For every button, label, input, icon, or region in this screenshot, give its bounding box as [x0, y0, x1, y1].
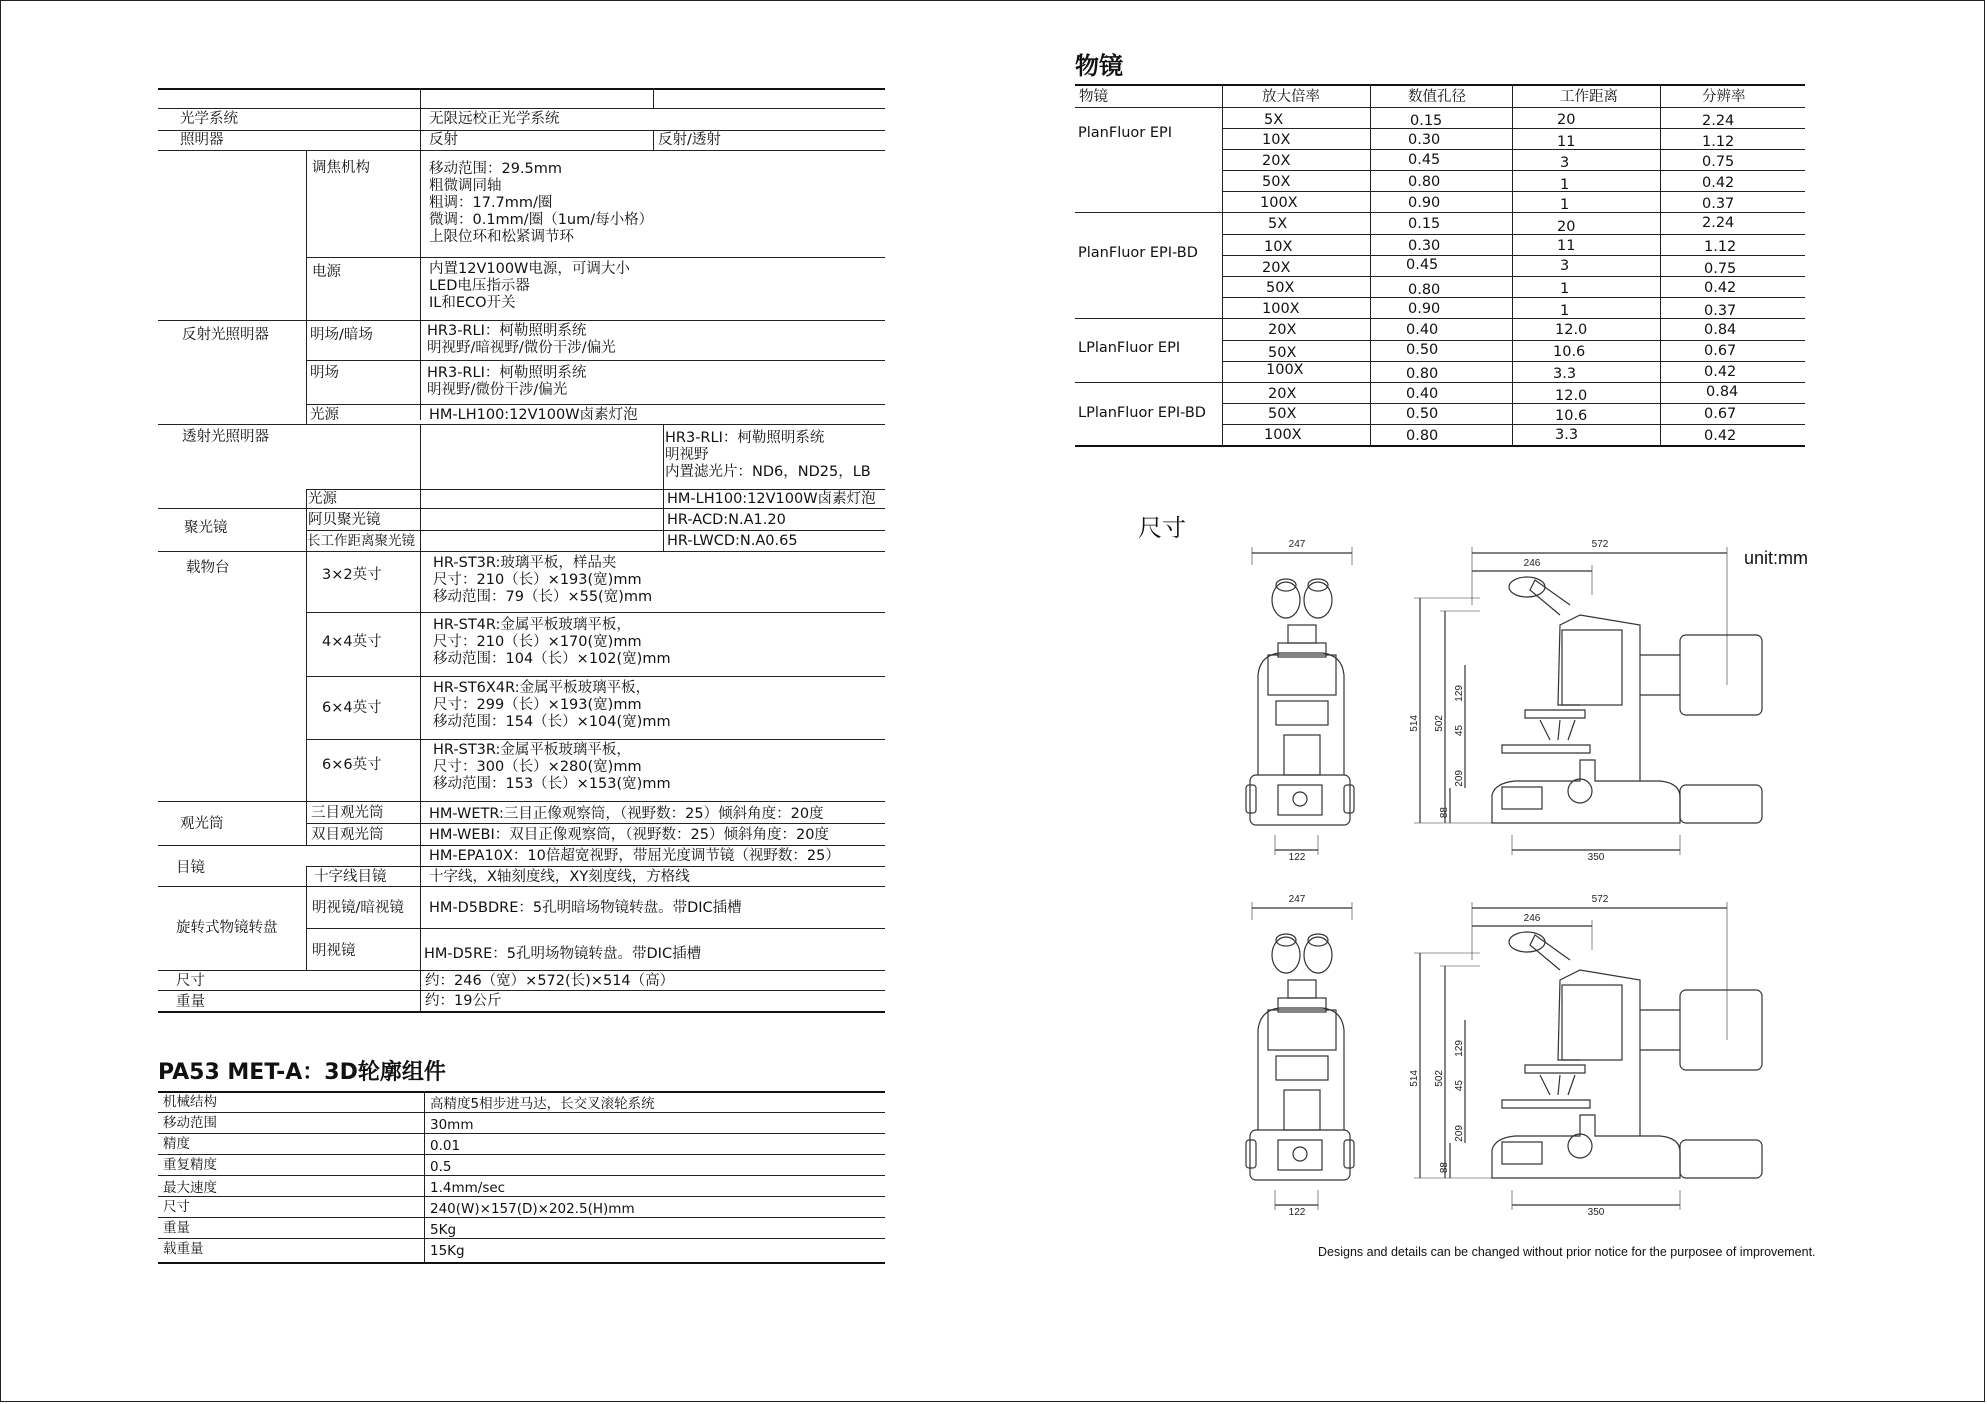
dim-502: 502 — [1434, 1070, 1445, 1087]
cell-na: 0.80 — [1406, 428, 1439, 444]
cell-na: 0.45 — [1408, 152, 1441, 168]
cell-wd: 10.6 — [1555, 408, 1588, 424]
cell-na: 0.90 — [1408, 195, 1441, 211]
cell-magnification: 100X — [1264, 427, 1302, 443]
disclaimer-note: Designs and details can be changed without prior notice for the purposee of improvement. — [1318, 1245, 1816, 1259]
pa53-value: 0.5 — [430, 1159, 452, 1175]
label-tube-binocular: 双目观光筒 — [311, 827, 384, 843]
label-tube: 观光筒 — [180, 816, 224, 832]
cell-na: 0.40 — [1406, 322, 1439, 338]
value-tube-trinocular: HM-WETR:三目正像观察筒，（视野数：25）倾斜角度：20度 — [429, 806, 824, 822]
pa53-value: 240(W)×157(D)×202.5(H)mm — [430, 1201, 635, 1217]
value-nosepiece-bf: HM-D5RE：5孔明场物镜转盘。带DIC插槽 — [424, 946, 702, 962]
cell-magnification: 100X — [1266, 362, 1304, 378]
objectives-header-magnification: 放大倍率 — [1262, 89, 1320, 105]
objectives-header-objective: 物镜 — [1079, 89, 1108, 105]
cell-wd: 10.6 — [1553, 344, 1586, 360]
pa53-key: 重量 — [163, 1220, 190, 1236]
dim-209: 209 — [1454, 1125, 1465, 1142]
pa53-key: 尺寸 — [163, 1199, 190, 1215]
label-eyepiece: 目镜 — [176, 860, 205, 876]
cell-magnification: 50X — [1266, 280, 1295, 296]
pa53-value: 高精度5相步进马达，长交叉滚轮系统 — [430, 1096, 655, 1112]
dim-247: 247 — [1288, 539, 1306, 550]
cell-magnification: 5X — [1268, 216, 1288, 232]
cell-wd: 12.0 — [1555, 322, 1588, 338]
value-illuminator-1: 反射 — [429, 132, 458, 148]
label-refl-bf: 明场 — [310, 365, 339, 381]
label-stage-6x6: 6×6英寸 — [322, 757, 382, 773]
cell-wd: 1 — [1560, 281, 1570, 297]
label-tube-trinocular: 三目观光筒 — [311, 805, 384, 821]
cell-resolution: 0.67 — [1704, 406, 1737, 422]
label-focus: 调焦机构 — [312, 160, 370, 176]
objective-group-name: LPlanFluor EPI-BD — [1078, 405, 1206, 421]
value-trans-illuminator: HR3-RLI：柯勒照明系统 明视野 内置滤光片：ND6，ND25，LB — [665, 430, 871, 480]
dim-350: 350 — [1587, 852, 1605, 863]
cell-magnification: 20X — [1268, 322, 1297, 338]
dim-209: 209 — [1454, 770, 1465, 787]
objectives-header-resolution: 分辨率 — [1702, 89, 1746, 105]
pa53-key: 重复精度 — [163, 1157, 217, 1173]
objectives-title: 物镜 — [1075, 52, 1123, 80]
pa53-key: 精度 — [163, 1136, 190, 1152]
dim-129: 129 — [1454, 1040, 1465, 1057]
cell-magnification: 20X — [1262, 153, 1291, 169]
microscope-front-side-view — [1240, 535, 1820, 865]
label-stage-4x4: 4×4英寸 — [322, 634, 382, 650]
pa53-value: 30mm — [430, 1117, 474, 1133]
pa53-key: 最大速度 — [163, 1180, 217, 1196]
label-refl-bfdf: 明场/暗场 — [310, 327, 373, 343]
cell-resolution: 0.42 — [1704, 280, 1737, 296]
label-refl-source: 光源 — [310, 407, 339, 423]
label-illuminator: 照明器 — [180, 132, 224, 148]
pa53-value: 1.4mm/sec — [430, 1180, 506, 1196]
objective-group-name: LPlanFluor EPI — [1078, 340, 1181, 356]
dim-88: 88 — [1439, 807, 1450, 819]
cell-resolution: 0.67 — [1704, 343, 1737, 359]
label-trans-illuminator: 透射光照明器 — [182, 429, 269, 445]
cell-na: 0.40 — [1406, 386, 1439, 402]
cell-na: 0.80 — [1406, 366, 1439, 382]
cell-na: 0.80 — [1408, 174, 1441, 190]
cell-na: 0.50 — [1406, 406, 1439, 422]
cell-wd: 11 — [1557, 134, 1576, 150]
label-refl-illuminator: 反射光照明器 — [182, 327, 269, 343]
label-size: 尺寸 — [176, 973, 205, 989]
objective-group-name: PlanFluor EPI-BD — [1078, 245, 1198, 261]
cell-resolution: 1.12 — [1702, 134, 1735, 150]
cell-resolution: 0.84 — [1704, 322, 1737, 338]
label-abbe-condenser: 阿贝聚光镜 — [308, 512, 381, 528]
cell-resolution: 0.42 — [1702, 175, 1735, 191]
dim-45: 45 — [1454, 1080, 1465, 1092]
cell-resolution: 1.12 — [1704, 239, 1737, 255]
pa53-value: 0.01 — [430, 1138, 461, 1154]
value-power: 内置12V100W电源，可调大小 LED电压指示器 IL和ECO开关 — [429, 261, 630, 311]
value-size: 约：246（宽）×572(长)×514（高） — [425, 973, 675, 989]
cell-wd: 3 — [1560, 258, 1570, 274]
pa53-key: 移动范围 — [163, 1115, 217, 1131]
cell-wd: 1 — [1560, 197, 1570, 213]
cell-resolution: 0.37 — [1702, 196, 1735, 212]
label-nosepiece: 旋转式物镜转盘 — [176, 920, 278, 936]
cell-magnification: 10X — [1262, 132, 1291, 148]
dim-246: 246 — [1523, 913, 1541, 924]
cell-wd: 3 — [1560, 155, 1570, 171]
cell-magnification: 20X — [1262, 260, 1291, 276]
value-refl-bf: HR3-RLI：柯勒照明系统 明视野/微份干涉/偏光 — [427, 365, 587, 398]
value-focus: 移动范围：29.5mm 粗微调同轴 粗调：17.7mm/圈 微调：0.1mm/圈（1um/每小格） 上限位环和松紧调节环 — [429, 161, 654, 245]
cell-na: 0.80 — [1408, 282, 1441, 298]
label-trans-source: 光源 — [308, 491, 337, 507]
dim-122: 122 — [1288, 852, 1306, 863]
cell-na: 0.90 — [1408, 301, 1441, 317]
label-lwd-condenser: 长工作距离聚光镜 — [307, 533, 415, 549]
cell-resolution: 0.37 — [1704, 303, 1737, 319]
label-nosepiece-bf: 明视镜 — [312, 943, 356, 959]
pa53-value: 5Kg — [430, 1222, 457, 1238]
value-crosshair-eyepiece: 十字线，X轴刻度线，XY刻度线，方格线 — [429, 869, 690, 885]
cell-na: 0.30 — [1408, 238, 1441, 254]
cell-na: 0.50 — [1406, 342, 1439, 358]
cell-resolution: 0.84 — [1706, 384, 1739, 400]
cell-resolution: 0.42 — [1704, 364, 1737, 380]
cell-magnification: 50X — [1262, 174, 1291, 190]
dim-45: 45 — [1454, 725, 1465, 737]
value-eyepiece: HM-EPA10X：10倍超宽视野，带屈光度调节镜（视野数：25） — [429, 848, 840, 864]
dim-246: 246 — [1523, 558, 1541, 569]
unit-label: unit:mm — [1744, 548, 1809, 568]
dim-502: 502 — [1434, 715, 1445, 732]
label-stage-3x2: 3×2英寸 — [322, 567, 382, 583]
cell-wd: 12.0 — [1555, 388, 1588, 404]
cell-magnification: 50X — [1268, 345, 1297, 361]
cell-magnification: 100X — [1262, 301, 1300, 317]
pa53-title: PA53 MET-A：3D轮廓组件 — [158, 1060, 446, 1085]
dim-572: 572 — [1591, 894, 1609, 905]
value-trans-source: HM-LH100:12V100W卤素灯泡 — [667, 491, 876, 507]
value-stage-4x4: HR-ST4R:金属平板玻璃平板， 尺寸：210（长）×170(宽)mm 移动范围：104（长）×102(宽)mm — [433, 617, 671, 667]
dim-129: 129 — [1454, 685, 1465, 702]
value-tube-binocular: HM-WEBI：双目正像观察筒，（视野数：25）倾斜角度：20度 — [429, 827, 829, 843]
pa53-value: 15Kg — [430, 1243, 465, 1259]
cell-wd: 1 — [1560, 177, 1570, 193]
cell-resolution: 0.42 — [1704, 428, 1737, 444]
value-lwd-condenser: HR-LWCD:N.A0.65 — [667, 533, 798, 549]
cell-na: 0.15 — [1408, 216, 1441, 232]
dim-247: 247 — [1288, 894, 1306, 905]
microscope-front-side-view — [1240, 890, 1820, 1220]
cell-magnification: 50X — [1268, 406, 1297, 422]
pa53-key: 机械结构 — [163, 1094, 217, 1110]
value-refl-source: HM-LH100:12V100W卤素灯泡 — [429, 407, 638, 423]
value-stage-6x6: HR-ST3R:金属平板玻璃平板， 尺寸：300（长）×280(宽)mm 移动范围：153（长）×153(宽)mm — [433, 742, 671, 792]
label-stage-6x4: 6×4英寸 — [322, 700, 382, 716]
objectives-header-na: 数值孔径 — [1408, 89, 1466, 105]
cell-magnification: 5X — [1264, 112, 1284, 128]
pa53-key: 载重量 — [163, 1241, 204, 1257]
cell-magnification: 10X — [1264, 239, 1293, 255]
dim-514: 514 — [1409, 715, 1420, 732]
label-crosshair-eyepiece: 十字线目镜 — [314, 869, 387, 885]
value-stage-3x2: HR-ST3R:玻璃平板，样品夹 尺寸：210（长）×193(宽)mm 移动范围：79（长）×55(宽)mm — [433, 555, 653, 605]
label-weight: 重量 — [176, 994, 205, 1010]
cell-resolution: 0.75 — [1702, 154, 1735, 170]
cell-resolution: 0.75 — [1704, 261, 1737, 277]
value-stage-6x4: HR-ST6X4R:金属平板玻璃平板， 尺寸：299（长）×193(宽)mm 移动范围：154（长）×104(宽)mm — [433, 680, 671, 730]
dim-122: 122 — [1288, 1207, 1306, 1218]
value-abbe-condenser: HR-ACD:N.A1.20 — [667, 512, 786, 528]
value-optical: 无限远校正光学系统 — [429, 111, 560, 127]
cell-na: 0.45 — [1406, 257, 1439, 273]
cell-resolution: 2.24 — [1702, 215, 1735, 231]
objectives-header-wd: 工作距离 — [1560, 89, 1618, 105]
cell-magnification: 20X — [1268, 386, 1297, 402]
cell-wd: 20 — [1557, 112, 1576, 128]
cell-wd: 3.3 — [1553, 366, 1577, 382]
cell-wd: 20 — [1557, 219, 1576, 235]
label-optical: 光学系统 — [180, 111, 238, 127]
objective-group-name: PlanFluor EPI — [1078, 125, 1173, 141]
dim-350: 350 — [1587, 1207, 1605, 1218]
dim-88: 88 — [1439, 1162, 1450, 1174]
label-nosepiece-bfdf: 明视镜/暗视镜 — [312, 900, 404, 916]
cell-wd: 11 — [1557, 238, 1576, 254]
dim-514: 514 — [1409, 1070, 1420, 1087]
label-power: 电源 — [312, 264, 341, 280]
dim-572: 572 — [1591, 539, 1609, 550]
cell-na: 0.15 — [1410, 113, 1443, 129]
label-stage: 载物台 — [186, 560, 230, 576]
cell-wd: 3.3 — [1555, 427, 1579, 443]
cell-na: 0.30 — [1408, 132, 1441, 148]
value-weight: 约：19公斤 — [425, 993, 502, 1009]
cell-resolution: 2.24 — [1702, 113, 1735, 129]
cell-magnification: 100X — [1260, 195, 1298, 211]
value-refl-bfdf: HR3-RLI：柯勒照明系统 明视野/暗视野/微份干涉/偏光 — [427, 323, 616, 356]
cell-wd: 1 — [1560, 303, 1570, 319]
label-condenser: 聚光镜 — [184, 520, 228, 536]
dimensions-title: 尺寸 — [1138, 514, 1186, 542]
value-nosepiece-bfdf: HM-D5BDRE：5孔明暗场物镜转盘。带DIC插槽 — [429, 900, 742, 916]
value-illuminator-2: 反射/透射 — [658, 132, 721, 148]
